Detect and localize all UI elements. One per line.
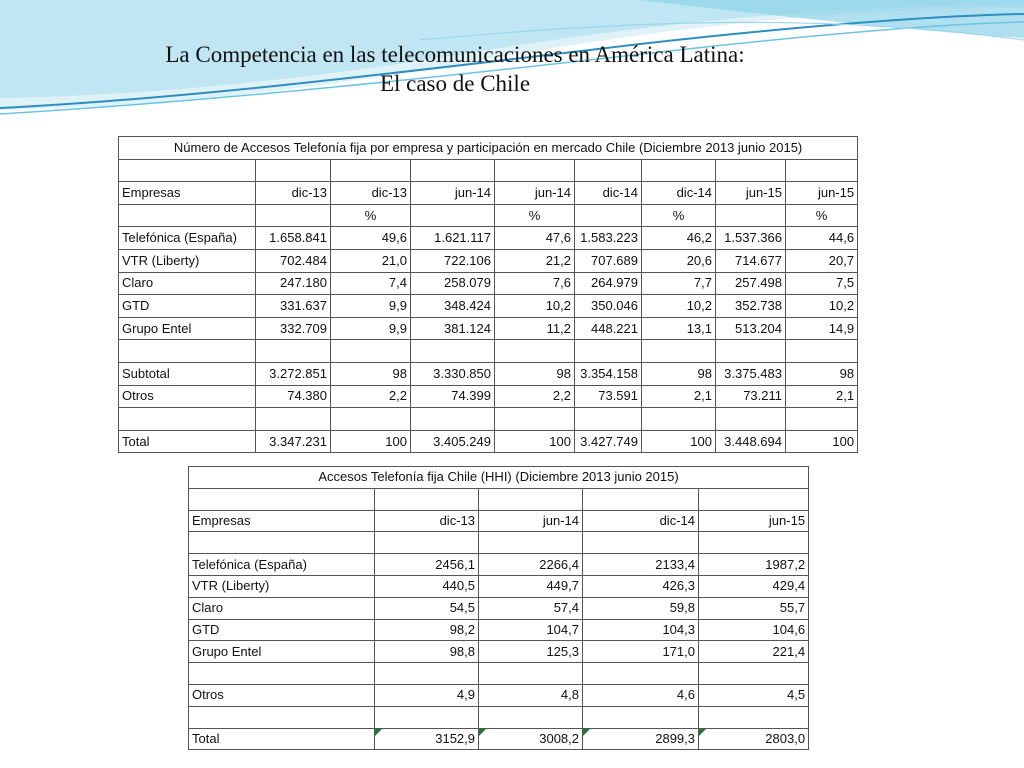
- table-cell: [786, 340, 858, 363]
- table-cell: 11,2: [495, 317, 575, 340]
- table-cell: 1987,2: [699, 554, 809, 576]
- table-row: [119, 249, 858, 272]
- table-cell: 4,6: [583, 684, 699, 706]
- table-cell: 4,9: [375, 684, 479, 706]
- table-cell: 100: [331, 430, 411, 453]
- column-header: dic-14: [583, 510, 699, 532]
- table-cell: 2133,4: [583, 554, 699, 576]
- table-cell: 1.621.117: [411, 227, 495, 250]
- table-cell: 14,9: [786, 317, 858, 340]
- table-cell: 10,2: [495, 295, 575, 318]
- table-cell: 100: [495, 430, 575, 453]
- table-cell: 49,6: [331, 227, 411, 250]
- table-row: [189, 597, 809, 619]
- table-cell: [575, 159, 642, 182]
- table-cell: 57,4: [479, 597, 583, 619]
- table-cell: 73.211: [716, 385, 786, 408]
- table-cell: 714.677: [716, 249, 786, 272]
- table-cell: [119, 159, 256, 182]
- row-label: [189, 532, 375, 554]
- slide-title-line-2: El caso de Chile: [379, 71, 531, 96]
- table-cell: [716, 408, 786, 431]
- table-spacer-row: [189, 488, 809, 510]
- column-header: dic-14: [575, 182, 642, 205]
- table-row: [119, 362, 858, 385]
- table-cell: [642, 340, 716, 363]
- market-share-table: [118, 136, 858, 453]
- table-row: [119, 272, 858, 295]
- table-cell: 3.427.749: [575, 430, 642, 453]
- table-cell: 10,2: [786, 295, 858, 318]
- table-cell: 2803,0: [699, 728, 809, 750]
- column-header: jun-15: [786, 182, 858, 205]
- table-row: [119, 317, 858, 340]
- table-cell: 3.347.231: [256, 430, 331, 453]
- table-cell: 104,7: [479, 619, 583, 641]
- table-spacer-row: [119, 159, 858, 182]
- table-cell: 3.330.850: [411, 362, 495, 385]
- table-cell: 448.221: [575, 317, 642, 340]
- table-header-row: [119, 182, 858, 205]
- table-cell: [642, 159, 716, 182]
- table-cell: 13,1: [642, 317, 716, 340]
- table-cell: 449,7: [479, 575, 583, 597]
- table-cell: 2,1: [786, 385, 858, 408]
- table-cell: 55,7: [699, 597, 809, 619]
- column-header: jun-14: [495, 182, 575, 205]
- table-cell: 104,3: [583, 619, 699, 641]
- table-row: [189, 641, 809, 663]
- column-header: jun-15: [699, 510, 809, 532]
- table-cell: 381.124: [411, 317, 495, 340]
- table-cell: [699, 488, 809, 510]
- table-row: [189, 554, 809, 576]
- column-header: Empresas: [119, 182, 256, 205]
- table-title-row: [119, 137, 858, 160]
- column-header: jun-15: [716, 182, 786, 205]
- table-row: [189, 532, 809, 554]
- row-label: Total: [119, 430, 256, 453]
- row-label: GTD: [119, 295, 256, 318]
- table-cell: 1.658.841: [256, 227, 331, 250]
- table-cell: [495, 340, 575, 363]
- column-header: dic-13: [331, 182, 411, 205]
- column-subheader: [575, 204, 642, 227]
- table-cell: 98: [495, 362, 575, 385]
- table-row: [189, 684, 809, 706]
- row-label: [119, 408, 256, 431]
- slide-title: [60, 40, 850, 98]
- table-cell: [375, 706, 479, 728]
- table-cell: [495, 408, 575, 431]
- table-cell: 98: [331, 362, 411, 385]
- table-cell: [375, 663, 479, 685]
- table-cell: 171,0: [583, 641, 699, 663]
- table-cell: 348.424: [411, 295, 495, 318]
- table-row: [119, 408, 858, 431]
- table-row: [189, 663, 809, 685]
- column-subheader: [119, 204, 256, 227]
- table-cell: [331, 408, 411, 431]
- table-cell: 221,4: [699, 641, 809, 663]
- column-subheader: [716, 204, 786, 227]
- table-cell: [375, 532, 479, 554]
- table-cell: [479, 706, 583, 728]
- table-cell: 3152,9: [375, 728, 479, 750]
- table-cell: [583, 706, 699, 728]
- table-cell: 264.979: [575, 272, 642, 295]
- table-cell: 257.498: [716, 272, 786, 295]
- table-cell: 331.637: [256, 295, 331, 318]
- column-subheader: [256, 204, 331, 227]
- table-row: [189, 619, 809, 641]
- table-row: [119, 385, 858, 408]
- table-cell: 3.272.851: [256, 362, 331, 385]
- table-cell: 2,2: [331, 385, 411, 408]
- table-cell: [479, 663, 583, 685]
- column-header: jun-14: [479, 510, 583, 532]
- table-cell: 2456,1: [375, 554, 479, 576]
- table-cell: 2266,4: [479, 554, 583, 576]
- row-label: Total: [189, 728, 375, 750]
- table-cell: 3.375.483: [716, 362, 786, 385]
- table-cell: 47,6: [495, 227, 575, 250]
- table-cell: 98,8: [375, 641, 479, 663]
- table-cell: 21,0: [331, 249, 411, 272]
- table-cell: 352.738: [716, 295, 786, 318]
- table-cell: [786, 408, 858, 431]
- table-cell: 2899,3: [583, 728, 699, 750]
- row-label: Claro: [119, 272, 256, 295]
- table-subheader-row: [119, 204, 858, 227]
- table-cell: 9,9: [331, 295, 411, 318]
- row-label: Claro: [189, 597, 375, 619]
- row-label: [189, 706, 375, 728]
- table-cell: 3.448.694: [716, 430, 786, 453]
- table-cell: [583, 663, 699, 685]
- table-cell: 9,9: [331, 317, 411, 340]
- table-cell: [256, 340, 331, 363]
- table-cell: [642, 408, 716, 431]
- table-cell: [189, 488, 375, 510]
- table-cell: 702.484: [256, 249, 331, 272]
- table-cell: [411, 340, 495, 363]
- table-cell: 73.591: [575, 385, 642, 408]
- table-cell: 722.106: [411, 249, 495, 272]
- column-header: dic-14: [642, 182, 716, 205]
- table-cell: 1.537.366: [716, 227, 786, 250]
- row-label: VTR (Liberty): [189, 575, 375, 597]
- table-cell: 3.405.249: [411, 430, 495, 453]
- row-label: Grupo Entel: [189, 641, 375, 663]
- table-header-row: [189, 510, 809, 532]
- table-cell: 332.709: [256, 317, 331, 340]
- table-cell: 4,5: [699, 684, 809, 706]
- column-subheader: %: [642, 204, 716, 227]
- row-label: Telefónica (España): [189, 554, 375, 576]
- column-subheader: %: [331, 204, 411, 227]
- table-row: [119, 340, 858, 363]
- table-cell: 74.380: [256, 385, 331, 408]
- table-cell: 513.204: [716, 317, 786, 340]
- table-cell: 7,4: [331, 272, 411, 295]
- table-cell: 247.180: [256, 272, 331, 295]
- column-header: Empresas: [189, 510, 375, 532]
- row-label: Telefónica (España): [119, 227, 256, 250]
- column-header: dic-13: [256, 182, 331, 205]
- table-cell: 429,4: [699, 575, 809, 597]
- table-cell: 2,1: [642, 385, 716, 408]
- table-cell: 20,7: [786, 249, 858, 272]
- row-label: Grupo Entel: [119, 317, 256, 340]
- table-cell: [375, 488, 479, 510]
- column-subheader: %: [495, 204, 575, 227]
- row-label: Otros: [119, 385, 256, 408]
- table-cell: 125,3: [479, 641, 583, 663]
- table-row: [119, 227, 858, 250]
- table-cell: 426,3: [583, 575, 699, 597]
- table-cell: 20,6: [642, 249, 716, 272]
- table-cell: [716, 340, 786, 363]
- table-cell: 7,6: [495, 272, 575, 295]
- table-cell: 100: [786, 430, 858, 453]
- row-label: VTR (Liberty): [119, 249, 256, 272]
- table-title: Accesos Telefonía fija Chile (HHI) (Diciembre 2013 junio 2015): [189, 467, 809, 489]
- table-cell: 3.354.158: [575, 362, 642, 385]
- table-row: [189, 706, 809, 728]
- row-label: Otros: [189, 684, 375, 706]
- table-cell: 98: [786, 362, 858, 385]
- table-cell: 7,5: [786, 272, 858, 295]
- table-cell: [256, 159, 331, 182]
- table-title: Número de Accesos Telefonía fija por empresa y participación en mercado Chile (Diciembre 2013 junio 2015): [119, 137, 858, 160]
- table-cell: [699, 532, 809, 554]
- table-cell: [479, 532, 583, 554]
- hhi-table: [188, 466, 809, 750]
- table-cell: [256, 408, 331, 431]
- table-cell: 3008,2: [479, 728, 583, 750]
- table-cell: [716, 159, 786, 182]
- table-cell: 54,5: [375, 597, 479, 619]
- table-cell: [331, 159, 411, 182]
- column-header: dic-13: [375, 510, 479, 532]
- table-cell: [479, 488, 583, 510]
- table-cell: 4,8: [479, 684, 583, 706]
- table-cell: 258.079: [411, 272, 495, 295]
- table-row: [189, 575, 809, 597]
- table-cell: 1.583.223: [575, 227, 642, 250]
- table-cell: 707.689: [575, 249, 642, 272]
- table-cell: [411, 159, 495, 182]
- table-row: [119, 430, 858, 453]
- table-cell: [411, 408, 495, 431]
- table-cell: [331, 340, 411, 363]
- table-row: [189, 728, 809, 750]
- column-subheader: %: [786, 204, 858, 227]
- row-label: GTD: [189, 619, 375, 641]
- column-header: jun-14: [411, 182, 495, 205]
- table-row: [119, 295, 858, 318]
- row-label: Subtotal: [119, 362, 256, 385]
- table-cell: 104,6: [699, 619, 809, 641]
- table-cell: 440,5: [375, 575, 479, 597]
- table-cell: 21,2: [495, 249, 575, 272]
- table-cell: 100: [642, 430, 716, 453]
- table-title-row: [189, 467, 809, 489]
- table-cell: 7,7: [642, 272, 716, 295]
- table-cell: [583, 488, 699, 510]
- table-cell: 10,2: [642, 295, 716, 318]
- table-cell: [575, 340, 642, 363]
- table-cell: 98: [642, 362, 716, 385]
- table-cell: 46,2: [642, 227, 716, 250]
- table-cell: 44,6: [786, 227, 858, 250]
- row-label: [119, 340, 256, 363]
- row-label: [189, 663, 375, 685]
- table-cell: 350.046: [575, 295, 642, 318]
- table-cell: 59,8: [583, 597, 699, 619]
- table-cell: [495, 159, 575, 182]
- table-cell: [575, 408, 642, 431]
- table-cell: [699, 663, 809, 685]
- table-cell: 2,2: [495, 385, 575, 408]
- table-cell: 74.399: [411, 385, 495, 408]
- table-cell: [699, 706, 809, 728]
- column-subheader: [411, 204, 495, 227]
- table-cell: 98,2: [375, 619, 479, 641]
- slide-title-line-1: La Competencia en las telecomunicaciones en América Latina:: [165, 42, 745, 67]
- table-cell: [583, 532, 699, 554]
- table-cell: [786, 159, 858, 182]
